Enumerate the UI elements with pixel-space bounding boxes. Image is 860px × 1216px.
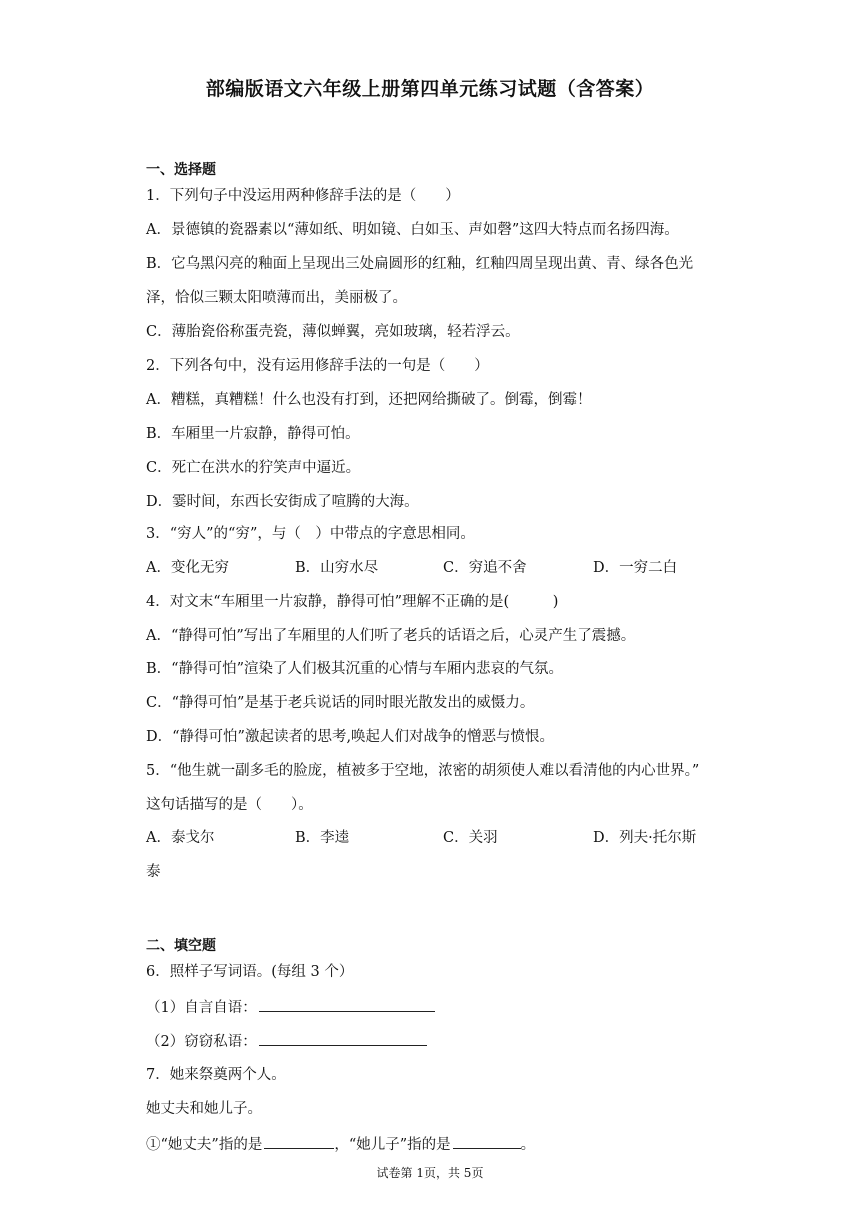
q5-option-d: D．列夫·托尔斯 xyxy=(593,830,697,846)
q3-option-b: B．山穷水尽 xyxy=(295,560,379,576)
q7-item-1-prefix: ①“她丈夫”指的是 xyxy=(146,1137,263,1153)
q2-option-c: C．死亡在洪水的狞笑声中逼近。 xyxy=(146,460,361,476)
q4-option-b: B．“静得可怕”渲染了人们极其沉重的心情与车厢内悲哀的气氛。 xyxy=(146,661,563,677)
page-title: 部编版语文六年级上册第四单元练习试题（含答案） xyxy=(205,78,655,100)
q5-options xyxy=(146,828,746,848)
page-footer: 试卷第 1页，共 5页 xyxy=(376,1166,484,1180)
q6-item-1-label: （1）自言自语： xyxy=(146,1000,257,1016)
q5-option-c: C．关羽 xyxy=(443,830,498,846)
q1-stem: 1．下列句子中没运用两种修辞手法的是（ ） xyxy=(146,188,460,204)
q5-option-a: A．泰戈尔 xyxy=(146,830,215,846)
q3-options xyxy=(146,558,746,578)
q6-item-2-label: （2）窃窃私语： xyxy=(146,1034,257,1050)
section-heading-fill: 二、填空题 xyxy=(146,938,216,954)
q3-option-d: D．一穷二白 xyxy=(593,560,678,576)
q7-item-1-end: 。 xyxy=(520,1137,536,1153)
q7-son-blank[interactable] xyxy=(453,1134,521,1149)
q7-stem: 7．她来祭奠两个人。 xyxy=(146,1067,286,1083)
q6-item-1-answer-blank[interactable] xyxy=(259,997,435,1012)
q2-option-d: D．霎时间，东西长安街成了喧腾的大海。 xyxy=(146,494,419,510)
q4-option-a: A．“静得可怕”写出了车厢里的人们听了老兵的话语之后，心灵产生了震撼。 xyxy=(146,628,636,644)
q5-option-d-wrap: 泰 xyxy=(146,864,161,880)
q5-stem-line2: 这句话描写的是（ ）。 xyxy=(146,797,313,813)
q6-stem: 6．照样子写词语。(每组 3 个） xyxy=(146,964,354,980)
q5-stem-line1: 5．“他生就一副多毛的脸庞，植被多于空地，浓密的胡须使人难以看清他的内心世界。” xyxy=(146,763,700,779)
q3-option-c: C．穷追不舍 xyxy=(443,560,527,576)
q1-option-b-line1: B．它乌黑闪亮的釉面上呈现出三处扁圆形的红釉，红釉四周呈现出黄、青、绿各色光 xyxy=(146,256,694,272)
q2-option-a: A．糟糕，真糟糕！什么也没有打到，还把网给撕破了。倒霉，倒霉！ xyxy=(146,392,592,408)
q2-stem: 2．下列各句中，没有运用修辞手法的一句是（ ） xyxy=(146,358,489,374)
section-heading-choice: 一、选择题 xyxy=(146,162,216,178)
q6-item-2-answer-blank[interactable] xyxy=(259,1031,427,1046)
q1-option-b-line2: 泽，恰似三颗太阳喷薄而出，美丽极了。 xyxy=(146,290,407,306)
q3-option-a: A．变化无穷 xyxy=(146,560,229,576)
q7-item-1-middle: ，“她儿子”指的是 xyxy=(334,1137,451,1153)
q7-husband-blank[interactable] xyxy=(264,1134,334,1149)
q4-option-d: D．“静得可怕”激起读者的思考,唤起人们对战争的憎恶与愤恨。 xyxy=(146,729,555,745)
q6-item-1 xyxy=(146,997,740,1018)
q6-item-2 xyxy=(146,1031,740,1052)
q1-option-c: C．薄胎瓷俗称蛋壳瓷，薄似蝉翼，亮如玻璃，轻若浮云。 xyxy=(146,324,520,340)
q4-stem: 4．对文末“车厢里一片寂静，静得可怕”理解不正确的是( ) xyxy=(146,594,559,610)
q2-option-b: B．车厢里一片寂静，静得可怕。 xyxy=(146,426,360,442)
q5-option-b: B．李逵 xyxy=(295,830,350,846)
q3-stem: 3．“穷人”的“穷”，与（ ）中带点的字意思相同。 xyxy=(146,526,475,542)
q1-option-a: A．景德镇的瓷器素以“薄如纸、明如镜、白如玉、声如磬”这四大特点而名扬四海。 xyxy=(146,222,679,238)
q7-line2: 她丈夫和她儿子。 xyxy=(146,1101,262,1117)
q7-item-1 xyxy=(146,1134,740,1155)
q4-option-c: C．“静得可怕”是基于老兵说话的同时眼光散发出的威慑力。 xyxy=(146,695,535,711)
